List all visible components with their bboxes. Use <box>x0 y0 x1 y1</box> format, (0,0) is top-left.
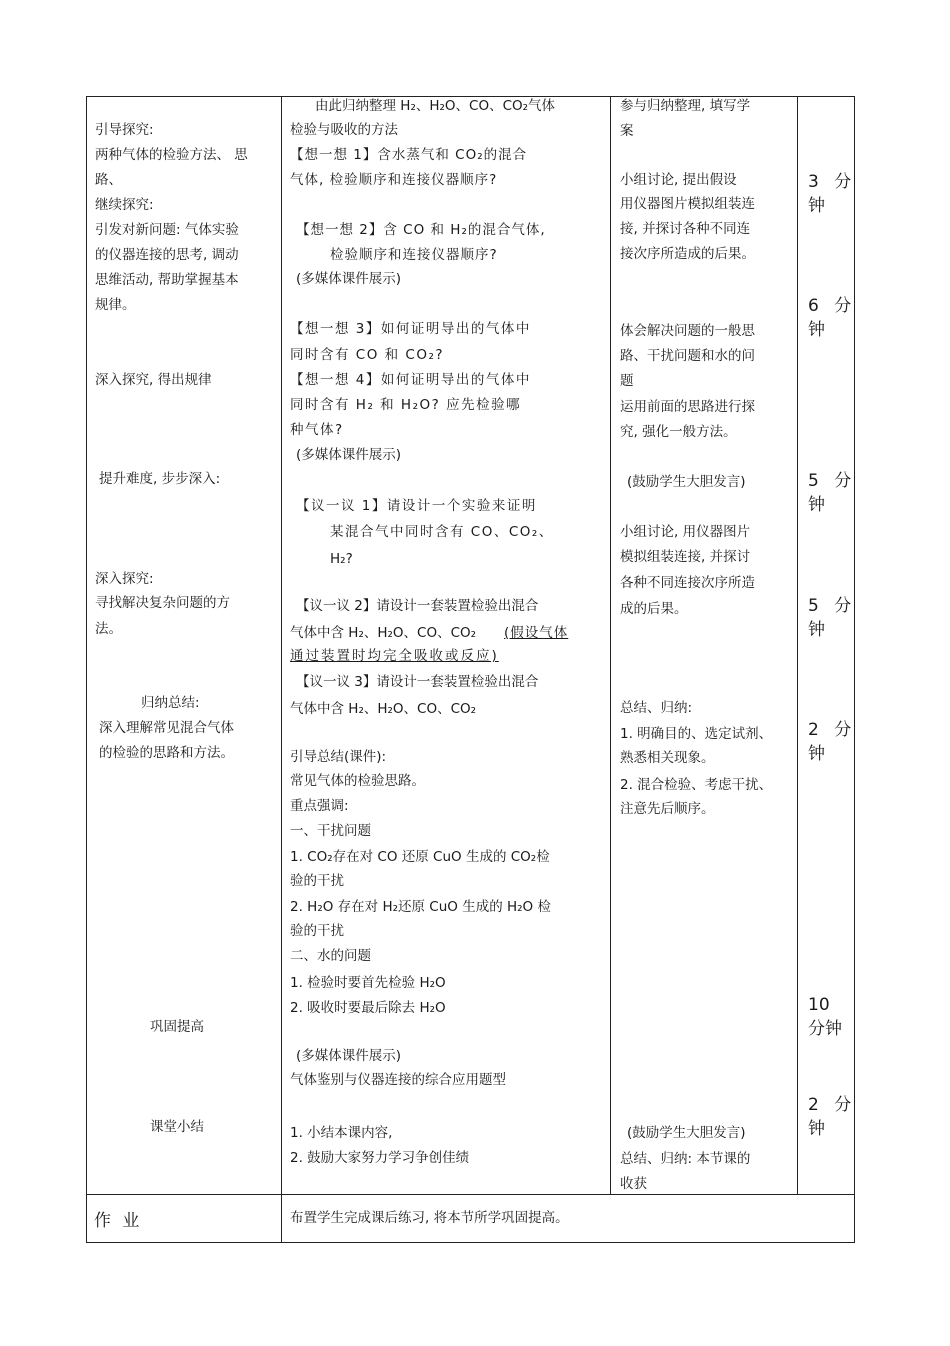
activity-text: (多媒体课件展示) <box>296 447 402 463</box>
student-text: 成的后果。 <box>620 601 688 617</box>
activity-text: 【想一想 4】如何证明导出的气体中 <box>290 372 531 388</box>
activity-text: 引导总结(课件): <box>290 749 387 765</box>
time-label: 10 <box>808 995 830 1015</box>
homework-label: 作 业 <box>94 1211 143 1231</box>
activity-text: 验的干扰 <box>290 873 344 889</box>
student-text: 各种不同连接次序所造 <box>620 575 755 591</box>
stage-text: 深入探究, 得出规律 <box>95 372 212 388</box>
stage-text: 的仪器连接的思考, 调动 <box>95 247 239 263</box>
stage-text: 两种气体的检验方法、 思 <box>95 147 248 163</box>
activity-text: 气体中含 H₂、H₂O、CO、CO₂ <box>290 701 477 717</box>
stage-text: 归纳总结: <box>141 695 200 711</box>
activity-text: H₂? <box>330 551 353 567</box>
table-border-bottom <box>86 1242 855 1243</box>
activity-text: 二、水的问题 <box>290 948 371 964</box>
activity-text: 【议一议 3】请设计一套装置检验出混合 <box>296 674 539 690</box>
table-border-right <box>854 96 855 1243</box>
time-label: 6 分 <box>808 296 857 316</box>
student-text: 1. 明确目的、选定试剂、 <box>620 726 773 742</box>
student-text: 收获 <box>620 1176 647 1192</box>
student-text: 小组讨论, 用仪器图片 <box>620 524 751 540</box>
activity-text: 1. 检验时要首先检验 H₂O <box>290 975 446 991</box>
column-divider-1 <box>281 96 282 1243</box>
student-text: 总结、归纳: <box>620 700 693 716</box>
activity-text: (多媒体课件展示) <box>296 271 402 287</box>
homework-text: 布置学生完成课后练习, 将本节所学巩固提高。 <box>290 1210 569 1226</box>
table-border-left <box>86 96 87 1243</box>
student-text: 接次序所造成的后果。 <box>620 246 755 262</box>
stage-text: 引发对新问题: 气体实验 <box>95 222 239 238</box>
assumption-note: (假设气体 <box>504 625 569 641</box>
student-text: 总结、归纳: 本节课的 <box>620 1151 751 1167</box>
activity-text: 1. 小结本课内容, <box>290 1125 393 1141</box>
activity-text: 【想一想 1】含水蒸气和 CO₂的混合 <box>290 147 528 163</box>
stage-text: 引导探究: <box>95 122 154 138</box>
table-row-divider <box>86 1194 855 1195</box>
activity-text: 气体鉴别与仪器连接的综合应用题型 <box>290 1072 506 1088</box>
student-text: 小组讨论, 提出假设 <box>620 172 737 188</box>
column-divider-2 <box>610 96 611 1195</box>
activity-text: 常见气体的检验思路。 <box>290 773 425 789</box>
time-label: 5 分 <box>808 596 857 616</box>
time-label: 钟 <box>808 620 825 640</box>
student-text: 参与归纳整理, 填写学 <box>620 98 751 114</box>
student-text: 案 <box>620 123 634 139</box>
stage-text: 法。 <box>95 621 122 637</box>
stage-text: 深入探究: <box>95 571 154 587</box>
activity-text: 重点强调: <box>290 798 349 814</box>
stage-text: 课堂小结 <box>150 1119 204 1135</box>
activity-text: 检验与吸收的方法 <box>290 122 398 138</box>
activity-text: (多媒体课件展示) <box>296 1048 402 1064</box>
table-border-top <box>86 96 855 97</box>
student-text: 究, 强化一般方法。 <box>620 424 737 440</box>
activity-text: 同时含有 H₂ 和 H₂O? 应先检验哪 <box>290 397 522 413</box>
stage-text: 提升难度, 步步深入: <box>99 471 221 487</box>
activity-text: 一、干扰问题 <box>290 823 371 839</box>
activity-text: 种气体? <box>290 422 344 438</box>
activity-text: 2. H₂O 存在对 H₂还原 CuO 生成的 H₂O 检 <box>290 899 551 915</box>
student-text: 熟悉相关现象。 <box>620 750 715 766</box>
time-label: 钟 <box>808 196 825 216</box>
student-text: 体会解决问题的一般思 <box>620 323 755 339</box>
time-label: 5 分 <box>808 471 857 491</box>
stage-text: 寻找解决复杂问题的方 <box>95 595 230 611</box>
activity-text: 验的干扰 <box>290 923 344 939</box>
student-text: 接, 并探讨各种不同连 <box>620 221 751 237</box>
activity-text: 2. 吸收时要最后除去 H₂O <box>290 1000 446 1016</box>
stage-text: 深入理解常见混合气体 <box>99 720 234 736</box>
activity-text: 气体中含 H₂、H₂O、CO、CO₂ <box>290 625 477 641</box>
activity-text: 同时含有 CO 和 CO₂? <box>290 347 445 363</box>
student-text: 路、干扰问题和水的问 <box>620 348 755 364</box>
activity-text: 1. CO₂存在对 CO 还原 CuO 生成的 CO₂检 <box>290 849 550 865</box>
student-text: 注意先后顺序。 <box>620 801 715 817</box>
time-label: 3 分 <box>808 172 857 192</box>
student-text: 用仪器图片模拟组装连 <box>620 196 755 212</box>
stage-text: 思维活动, 帮助掌握基本 <box>95 272 239 288</box>
student-text: 题 <box>620 373 634 389</box>
student-text: 2. 混合检验、考虑干扰、 <box>620 777 773 793</box>
stage-text: 继续探究: <box>95 197 154 213</box>
activity-text: 某混合气中同时含有 CO、CO₂、 <box>330 524 554 540</box>
time-label: 分钟 <box>808 1019 842 1039</box>
stage-text: 巩固提高 <box>150 1019 204 1035</box>
activity-text: 【议一议 2】请设计一套装置检验出混合 <box>296 598 539 614</box>
time-label: 钟 <box>808 744 825 764</box>
time-label: 钟 <box>808 320 825 340</box>
activity-text: 【想一想 2】含 CO 和 H₂的混合气体, <box>296 222 546 238</box>
student-text: (鼓励学生大胆发言) <box>627 474 746 490</box>
activity-text: 气体, 检验顺序和连接仪器顺序? <box>290 172 498 188</box>
student-text: (鼓励学生大胆发言) <box>627 1125 746 1141</box>
column-divider-3 <box>797 96 798 1195</box>
activity-text: 2. 鼓励大家努力学习争创佳绩 <box>290 1150 470 1166</box>
time-label: 2 分 <box>808 1095 857 1115</box>
stage-text: 规律。 <box>95 297 136 313</box>
activity-text: 【想一想 3】如何证明导出的气体中 <box>290 321 531 337</box>
activity-text: 由此归纳整理 H₂、H₂O、CO、CO₂气体 <box>315 98 556 114</box>
stage-text: 的检验的思路和方法。 <box>99 745 234 761</box>
time-label: 钟 <box>808 1119 825 1139</box>
student-text: 模拟组装连接, 并探讨 <box>620 549 751 565</box>
activity-text: 检验顺序和连接仪器顺序? <box>330 247 498 263</box>
activity-text: 【议一议 1】请设计一个实验来证明 <box>296 498 537 514</box>
time-label: 钟 <box>808 495 825 515</box>
assumption-note: 通过装置时均完全吸收或反应) <box>290 648 499 664</box>
student-text: 运用前面的思路进行探 <box>620 399 755 415</box>
time-label: 2 分 <box>808 720 857 740</box>
stage-text: 路、 <box>95 172 122 188</box>
